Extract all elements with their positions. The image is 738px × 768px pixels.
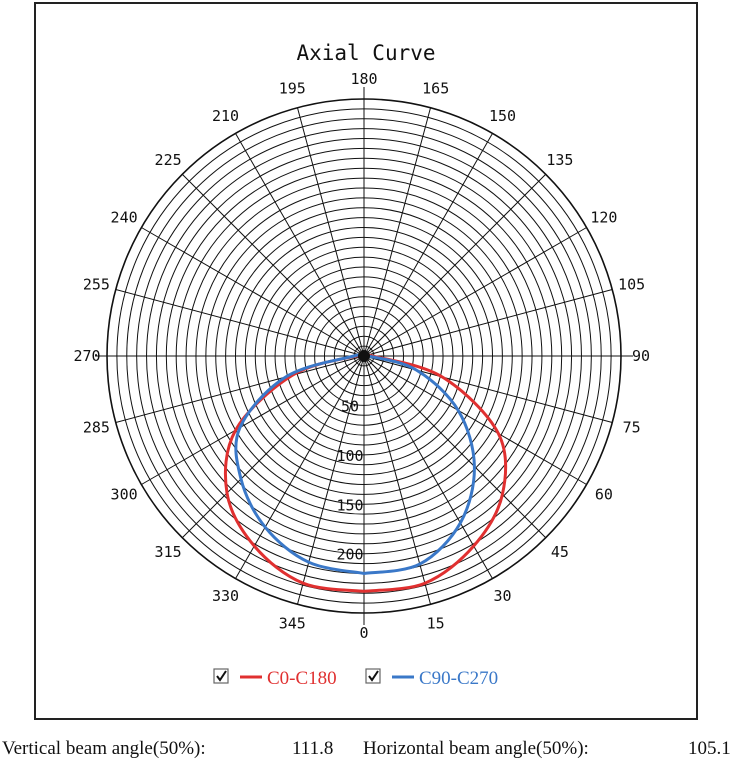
grid-spoke <box>297 108 364 356</box>
angle-label: 105 <box>618 275 646 294</box>
angle-label: 300 <box>110 485 138 504</box>
angle-label: 0 <box>359 624 369 642</box>
angle-label: 240 <box>110 208 138 227</box>
legend-item-c90[interactable] <box>366 668 498 689</box>
legend-label-c90: C90-C270 <box>419 668 499 689</box>
grid-spoke <box>141 356 364 485</box>
grid-spoke <box>141 228 364 357</box>
angle-label: 150 <box>488 107 517 126</box>
center-hub <box>358 350 370 362</box>
angle-label: 225 <box>154 151 182 170</box>
grid-spoke <box>364 356 612 423</box>
angle-label: 315 <box>154 542 182 561</box>
grid-spoke <box>116 289 364 356</box>
grid-spoke <box>236 133 365 356</box>
angle-label: 45 <box>550 542 569 561</box>
angle-label: 195 <box>278 79 306 98</box>
legend-label-c0: C0-C180 <box>267 668 337 689</box>
legend-item-c0[interactable] <box>214 668 337 689</box>
angle-label: 135 <box>546 151 574 170</box>
vertical-beam-angle-value: 111.8 <box>292 738 334 759</box>
grid-spoke <box>182 174 364 356</box>
grid-spoke <box>364 289 612 356</box>
radial-tick-label: 50 <box>340 397 360 416</box>
chart-title: Axial Curve <box>296 41 436 65</box>
grid-spoke <box>364 133 493 356</box>
angle-label: 180 <box>350 70 378 88</box>
beam-angle-footer <box>0 734 738 768</box>
legend <box>214 668 498 689</box>
grid-spoke <box>364 356 431 604</box>
angle-label: 270 <box>73 347 101 365</box>
polar-chart <box>36 4 696 718</box>
angle-label: 15 <box>426 614 445 633</box>
horizontal-beam-angle-label: Horizontal beam angle(50%): <box>363 738 589 759</box>
grid-spoke <box>364 356 546 538</box>
angle-label: 75 <box>622 418 641 437</box>
radial-tick-label: 200 <box>336 545 364 564</box>
angle-label: 120 <box>590 208 618 227</box>
grid-spoke <box>364 228 587 357</box>
angle-label: 165 <box>422 79 450 98</box>
angle-label: 345 <box>278 614 306 633</box>
vertical-beam-angle-label: Vertical beam angle(50%): <box>2 738 206 759</box>
angle-label: 30 <box>493 586 512 605</box>
angle-label: 330 <box>211 586 240 605</box>
angle-label: 285 <box>82 418 110 437</box>
angle-label: 255 <box>82 275 110 294</box>
grid-spoke <box>364 174 546 356</box>
curves <box>225 350 505 591</box>
angle-label: 210 <box>211 107 240 126</box>
grid-spoke <box>364 108 431 356</box>
horizontal-beam-angle-value: 105.1 <box>688 738 731 759</box>
chart-frame <box>34 2 698 720</box>
radial-tick-label: 100 <box>336 446 364 465</box>
radial-tick-label: 150 <box>336 496 364 515</box>
angle-label: 90 <box>631 347 651 365</box>
angle-label: 60 <box>594 485 613 504</box>
radial-labels <box>336 397 363 563</box>
grid-spoke <box>116 356 364 423</box>
